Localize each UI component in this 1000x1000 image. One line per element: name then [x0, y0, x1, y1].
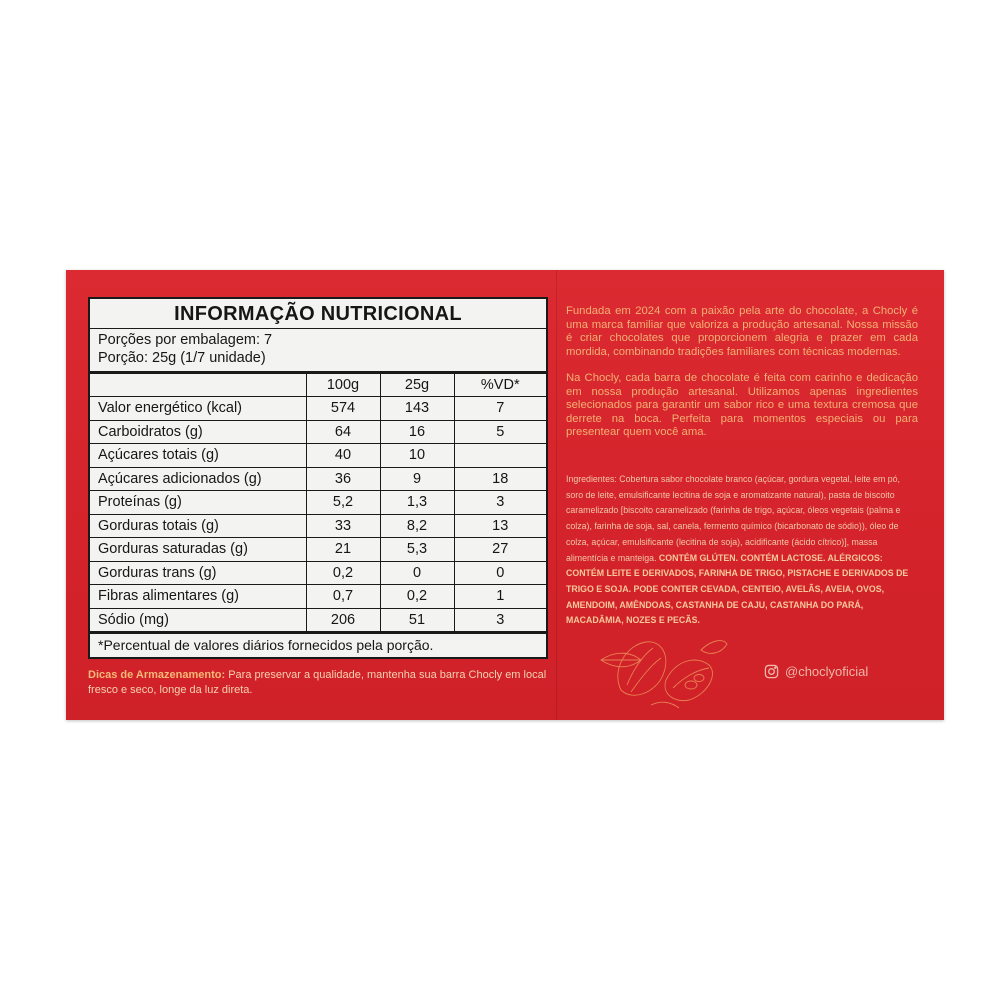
- value-100g: 33: [306, 514, 380, 538]
- cocoa-pod-illustration-icon: [591, 630, 731, 710]
- instagram-handle-text: @choclyoficial: [785, 664, 869, 679]
- value-100g: 206: [306, 608, 380, 631]
- value-25g: 51: [380, 608, 454, 631]
- value-vd: [454, 444, 546, 468]
- nutrition-title: INFORMAÇÃO NUTRICIONAL: [90, 299, 546, 329]
- value-25g: 0: [380, 561, 454, 585]
- value-100g: 64: [306, 420, 380, 444]
- value-vd: 5: [454, 420, 546, 444]
- serving-size: Porção: 25g (1/7 unidade): [98, 350, 266, 366]
- value-25g: 8,2: [380, 514, 454, 538]
- nutrition-values: [90, 374, 546, 631]
- panel-divider: [556, 270, 557, 720]
- value-100g: 0,7: [306, 585, 380, 609]
- table-row: [90, 585, 546, 609]
- storage-tips: [88, 668, 548, 698]
- value-vd: 0: [454, 561, 546, 585]
- value-100g: 40: [306, 444, 380, 468]
- package-back: [66, 270, 944, 720]
- table-row: [90, 444, 546, 468]
- value-vd: 7: [454, 397, 546, 421]
- nutrition-facts-table: [88, 297, 548, 659]
- table-row: [90, 561, 546, 585]
- header-cell: [90, 374, 306, 397]
- nutrient-label: Açúcares totais (g): [90, 444, 306, 468]
- nutrition-footnote: *Percentual de valores diários fornecidos pela porção.: [90, 631, 546, 657]
- nutrient-label: Carboidratos (g): [90, 420, 306, 444]
- nutrient-label: Gorduras trans (g): [90, 561, 306, 585]
- nutrient-label: Sódio (mg): [90, 608, 306, 631]
- value-vd: 18: [454, 467, 546, 491]
- value-vd: 27: [454, 538, 546, 562]
- table-row: [90, 538, 546, 562]
- serving-info: [90, 329, 546, 374]
- servings-per-package: Porções por embalagem: 7: [98, 332, 273, 348]
- instagram-icon: [764, 664, 779, 679]
- header-cell: %VD*: [454, 374, 546, 397]
- nutrient-label: Fibras alimentares (g): [90, 585, 306, 609]
- storage-tips-label: Dicas de Armazenamento:: [88, 669, 226, 681]
- value-100g: 36: [306, 467, 380, 491]
- storage-tips-text: Para preservar a qualidade, mantenha sua barra Chocly em local fresco e seco, longe da luz direta.: [88, 669, 547, 696]
- nutrient-label: Gorduras totais (g): [90, 514, 306, 538]
- value-25g: 10: [380, 444, 454, 468]
- value-25g: 16: [380, 420, 454, 444]
- brand-story-paragraph: Na Chocly, cada barra de chocolate é feita com carinho e dedicação em nossa produção artesanal. Utilizamos apenas ingredientes selecionados para garantir um sabor rico e uma textura cremosa que derrete na boca. Perfeita para momentos especiais ou para presentear quem você ama.: [566, 372, 918, 438]
- nutrient-label: Proteínas (g): [90, 491, 306, 515]
- table-row: [90, 420, 546, 444]
- value-100g: 21: [306, 538, 380, 562]
- instagram-handle[interactable]: [764, 664, 868, 679]
- table-row: [90, 491, 546, 515]
- value-25g: 0,2: [380, 585, 454, 609]
- value-100g: 574: [306, 397, 380, 421]
- value-25g: 9: [380, 467, 454, 491]
- ingredients-text: Ingredientes: Cobertura sabor chocolate branco (açúcar, gordura vegetal, leite em pó, soro de leite, emulsificante lecitina de soja e aromatizante natural), pasta de biscoito caramelizado [biscoito caramelizado (farinha de trigo, açúcar, óleos vegetais (palma e colza), farinha de soja, sal, canela, fermento químico (bicarbonato de sódio)), óleo de colza, açúcar, emulsificante (lecitina de soja), acidificante (ácido cítrico)], massa alimentícia e manteiga.: [566, 474, 901, 563]
- value-100g: 5,2: [306, 491, 380, 515]
- header-cell: 25g: [380, 374, 454, 397]
- value-25g: 143: [380, 397, 454, 421]
- value-vd: 3: [454, 608, 546, 631]
- value-vd: 13: [454, 514, 546, 538]
- table-header-row: [90, 374, 546, 397]
- value-100g: 0,2: [306, 561, 380, 585]
- table-row: [90, 608, 546, 631]
- header-cell: 100g: [306, 374, 380, 397]
- value-vd: 3: [454, 491, 546, 515]
- ingredients-block: [566, 472, 918, 629]
- table-row: [90, 397, 546, 421]
- brand-story-paragraph: Fundada em 2024 com a paixão pela arte do chocolate, a Chocly é uma marca familiar que valoriza a produção artesanal. Nossa missão é criar chocolates que proporcionem alegria e prazer em cada mordida, combinando tradições familiares com técnicas modernas.: [566, 305, 918, 358]
- brand-story: [566, 305, 918, 453]
- value-25g: 5,3: [380, 538, 454, 562]
- value-25g: 1,3: [380, 491, 454, 515]
- nutrient-label: Açúcares adicionados (g): [90, 467, 306, 491]
- value-vd: 1: [454, 585, 546, 609]
- allergens-text: CONTÉM GLÚTEN. CONTÉM LACTOSE. ALÉRGICOS: CONTÉM LEITE E DERIVADOS, FARINHA DE TRIGO, PISTACHE E DERIVADOS DE TRIGO E SOJA. PODE CONTER CEVADA, CENTEIO, AVELÃS, AVEIA, OVOS, AMENDOIM, AMÊNDOAS, CASTANHA DE CAJU, CASTANHA DO PARÁ, MACADÂMIA, NOZES E PECÃS.: [566, 552, 909, 626]
- table-row: [90, 514, 546, 538]
- table-row: [90, 467, 546, 491]
- nutrient-label: Gorduras saturadas (g): [90, 538, 306, 562]
- nutrient-label: Valor energético (kcal): [90, 397, 306, 421]
